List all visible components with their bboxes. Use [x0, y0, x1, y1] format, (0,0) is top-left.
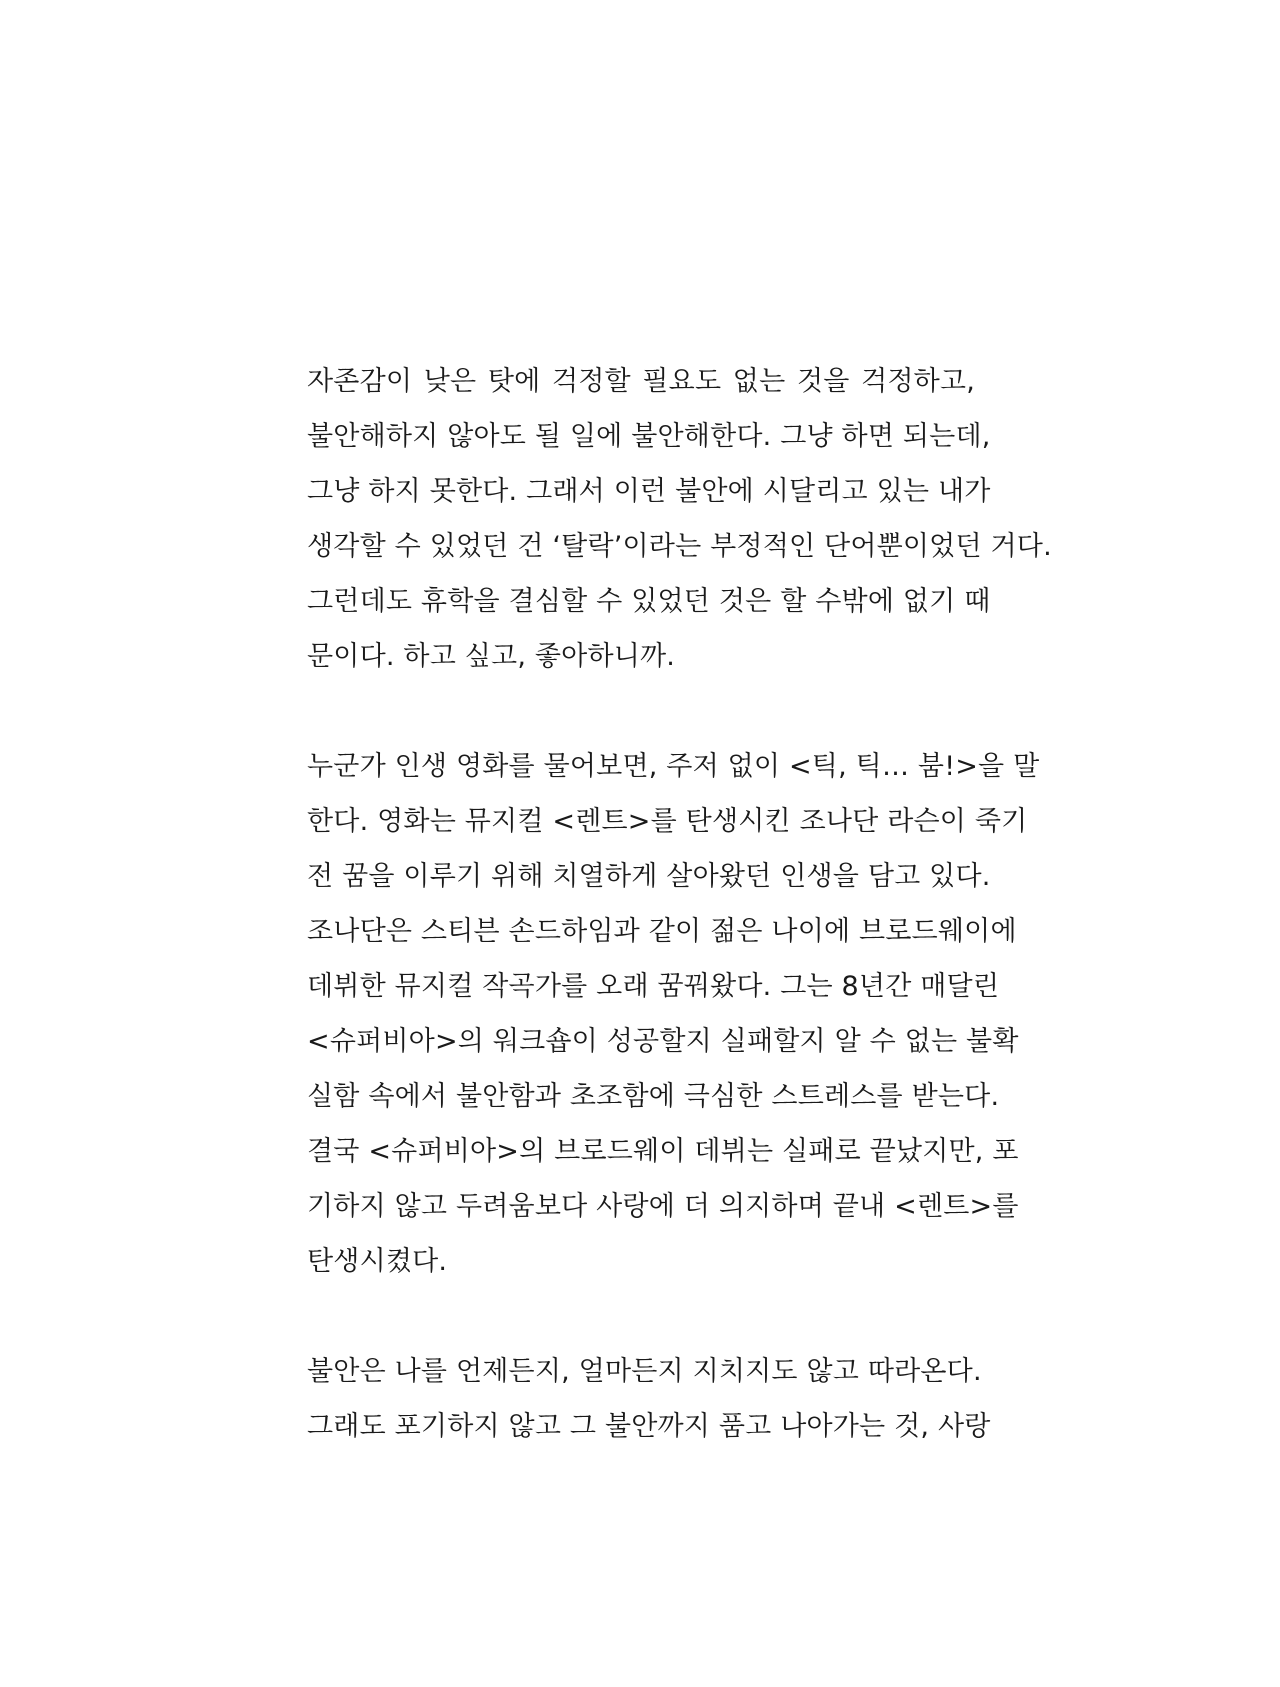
text-line: 누군가 인생 영화를 물어보면, 주저 없이 <틱, 틱… 붐!>을 말: [307, 751, 1040, 782]
text-line: 데뷔한 뮤지컬 작곡가를 오래 꿈꿔왔다. 그는 8년간 매달린: [307, 971, 1000, 1002]
paragraph-2: [307, 749, 1040, 1299]
text-line: 탄생시켰다.: [307, 1246, 448, 1277]
text-line: 전 꿈을 이루기 위해 치열하게 살아왔던 인생을 담고 있다.: [307, 861, 991, 892]
text-line: 기하지 않고 두려움보다 사랑에 더 의지하며 끝내 <렌트>를: [307, 1191, 1019, 1222]
text-line: 자존감이 낮은 탓에 걱정할 필요도 없는 것을 걱정하고,: [307, 366, 975, 397]
paragraph-1: [307, 364, 1052, 694]
text-line: 문이다. 하고 싶고, 좋아하니까.: [307, 641, 676, 672]
text-line: 불안해하지 않아도 될 일에 불안해한다. 그냥 하면 되는데,: [307, 421, 991, 452]
paragraph-3: [307, 1354, 991, 1464]
text-line: 조나단은 스티븐 손드하임과 같이 젊은 나이에 브로드웨이에: [307, 916, 1017, 947]
text-line: 불안은 나를 언제든지, 얼마든지 지치지도 않고 따라온다.: [307, 1356, 982, 1387]
text-line: 그런데도 휴학을 결심할 수 있었던 것은 할 수밖에 없기 때: [307, 586, 991, 617]
text-line: 결국 <슈퍼비아>의 브로드웨이 데뷔는 실패로 끝났지만, 포: [307, 1136, 1019, 1167]
text-line: 한다. 영화는 뮤지컬 <렌트>를 탄생시킨 조나단 라슨이 죽기: [307, 806, 1028, 837]
text-line: 그래도 포기하지 않고 그 불안까지 품고 나아가는 것, 사랑: [307, 1411, 991, 1442]
text-line: 실함 속에서 불안함과 초조함에 극심한 스트레스를 받는다.: [307, 1081, 1000, 1112]
document-page: [307, 364, 1052, 1519]
text-line: <슈퍼비아>의 워크숍이 성공할지 실패할지 알 수 없는 불확: [307, 1026, 1019, 1057]
text-line: 그냥 하지 못한다. 그래서 이런 불안에 시달리고 있는 내가: [307, 476, 991, 507]
text-line: 생각할 수 있었던 건 ‘탈락’이라는 부정적인 단어뿐이었던 거다.: [307, 531, 1052, 562]
